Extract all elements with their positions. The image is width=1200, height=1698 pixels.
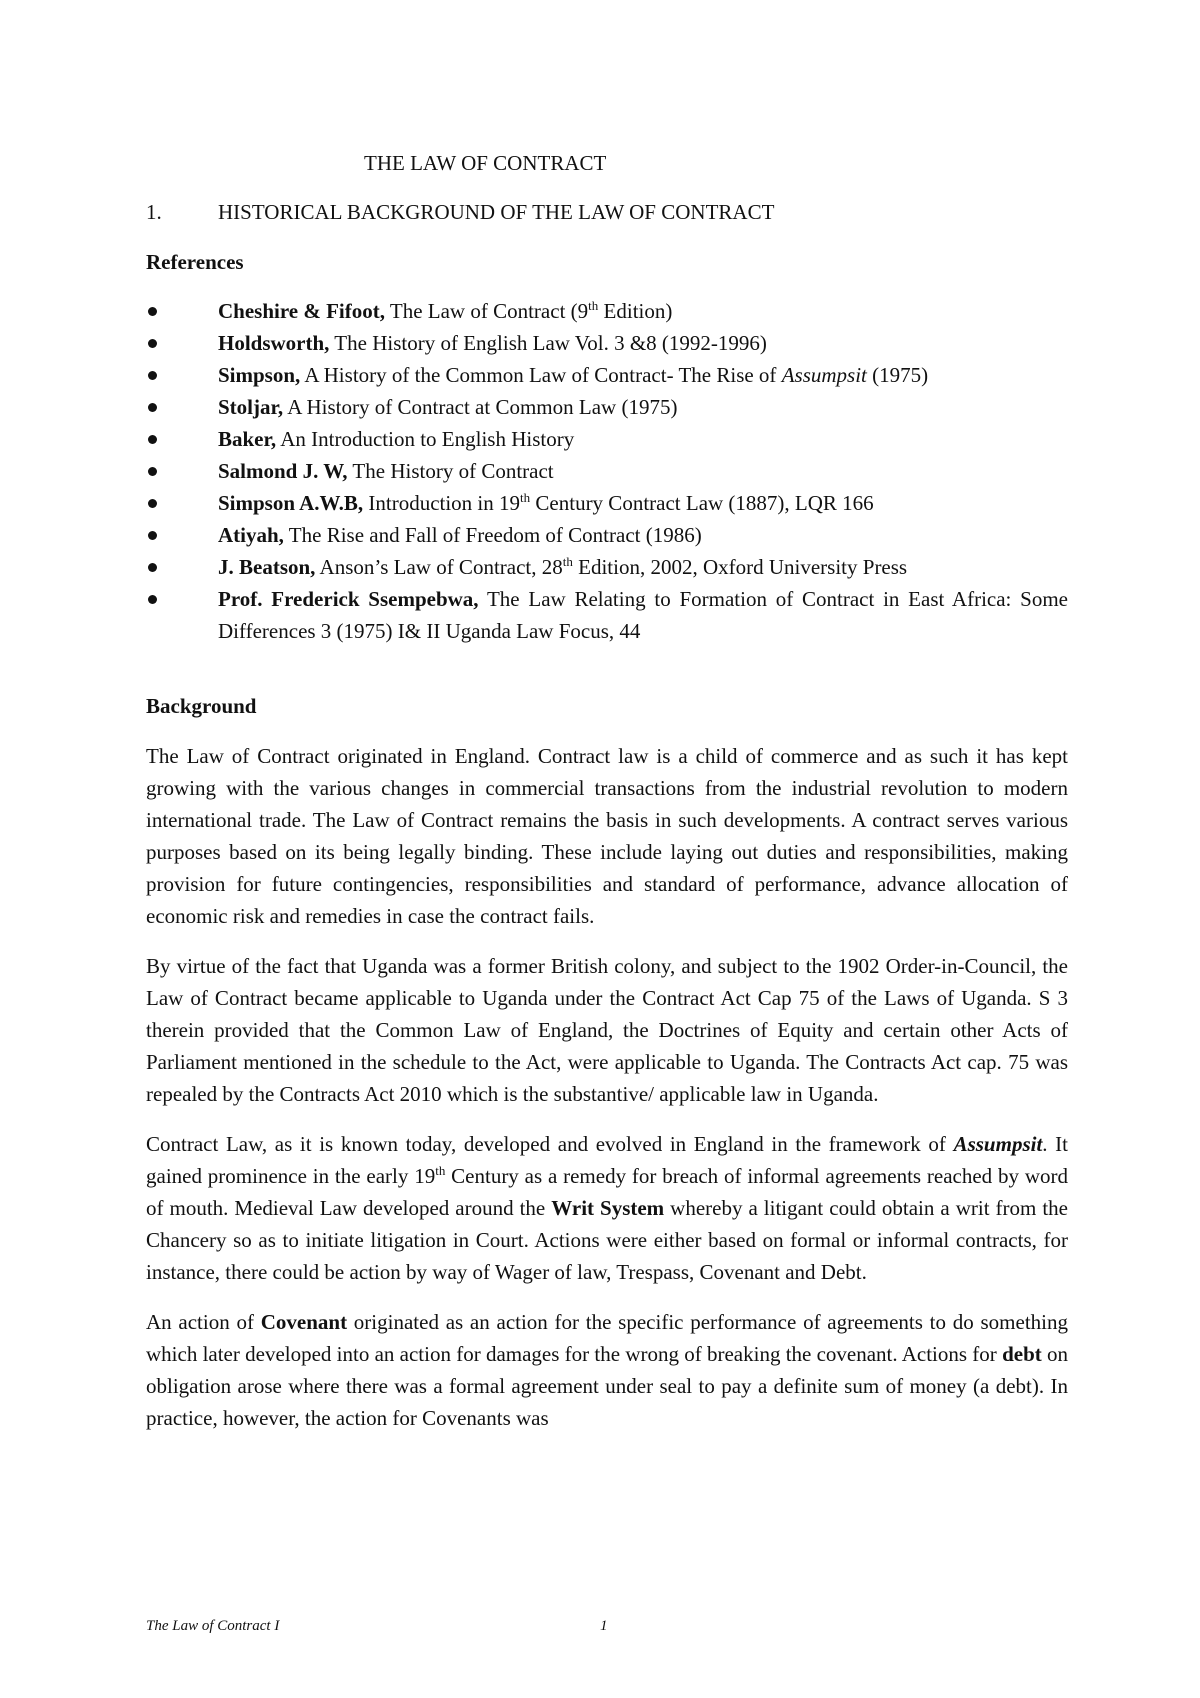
bullet-icon	[148, 403, 157, 412]
bullet-icon	[148, 531, 157, 540]
paragraph-4: An action of Covenant originated as an action for the specific performance of agreements to do something which later developed into an action for damages for the wrong of breaking the covenant. Actions for debt on obligation arose where there was a formal agreement under seal to pay a definite sum of money (a debt). In practice, however, the action for Covenants was	[146, 1310, 1068, 1430]
bullet-icon	[148, 371, 157, 380]
bullet-icon	[148, 563, 157, 572]
bullet-icon	[148, 595, 157, 604]
reference-item: Simpson A.W.B, Introduction in 19th Century Contract Law (1887), LQR 166	[146, 487, 1068, 519]
paragraph-1: The Law of Contract originated in England. Contract law is a child of commerce and as such it has kept growing with the various changes in commercial transactions from the industrial revolution to modern international trade. The Law of Contract remains the basis in such developments. A contract serves various purposes based on its being legally binding. These include laying out duties and responsibilities, making provision for future contingencies, responsibilities and standard of performance, advance allocation of economic risk and remedies in case the contract fails.	[146, 744, 1068, 928]
reference-item: Atiyah, The Rise and Fall of Freedom of Contract (1986)	[146, 519, 1068, 551]
page-number: 1	[600, 1618, 608, 1634]
reference-item: Simpson, A History of the Common Law of Contract- The Rise of Assumpsit (1975)	[146, 359, 1068, 391]
reference-item: Cheshire & Fifoot, The Law of Contract (9th Edition)	[146, 295, 1068, 327]
references-list	[146, 295, 1068, 647]
bullet-icon	[148, 499, 157, 508]
reference-item: J. Beatson, Anson’s Law of Contract, 28th Edition, 2002, Oxford University Press	[146, 551, 1068, 583]
section-heading	[146, 196, 1068, 228]
reference-item: Stoljar, A History of Contract at Common Law (1975)	[146, 391, 1068, 423]
bullet-icon	[148, 467, 157, 476]
bullet-icon	[148, 307, 157, 316]
section-number: 1.	[146, 200, 162, 224]
paragraph-2: By virtue of the fact that Uganda was a former British colony, and subject to the 1902 Order-in-Council, the Law of Contract became applicable to Uganda under the Contract Act Cap 75 of the Laws of Uganda. S 3 therein provided that the Common Law of England, the Doctrines of Equity and certain other Acts of Parliament mentioned in the schedule to the Act, were applicable to Uganda. The Contracts Act cap. 75 was repealed by the Contracts Act 2010 which is the substantive/ applicable law in Uganda.	[146, 954, 1068, 1106]
section-title: HISTORICAL BACKGROUND OF THE LAW OF CONTRACT	[218, 200, 775, 224]
footer-title: The Law of Contract I	[146, 1618, 280, 1634]
page-footer	[146, 1614, 1068, 1638]
bullet-icon	[148, 435, 157, 444]
document-title: THE LAW OF CONTRACT	[364, 151, 607, 175]
page-content	[146, 147, 1068, 1452]
bullet-icon	[148, 339, 157, 348]
background-heading: Background	[146, 694, 257, 718]
paragraph-3: Contract Law, as it is known today, developed and evolved in England in the framework of Assumpsit. It gained prominence in the early 19th Century as a remedy for breach of informal agreements reached by word of mouth. Medieval Law developed around the Writ System whereby a litigant could obtain a writ from the Chancery so as to initiate litigation in Court. Actions were either based on formal or informal contracts, for instance, there could be action by way of Wager of law, Trespass, Covenant and Debt.	[146, 1132, 1069, 1284]
reference-item: Holdsworth, The History of English Law Vol. 3 &8 (1992-1996)	[146, 327, 1068, 359]
references-label: References	[146, 250, 244, 274]
reference-item: Baker, An Introduction to English History	[146, 423, 1068, 455]
reference-item: Prof. Frederick Ssempebwa, The Law Relating to Formation of Contract in East Africa: Some Differences 3 (1975) I& II Uganda Law Focus, 44	[146, 583, 1068, 647]
reference-item: Salmond J. W, The History of Contract	[146, 455, 1068, 487]
